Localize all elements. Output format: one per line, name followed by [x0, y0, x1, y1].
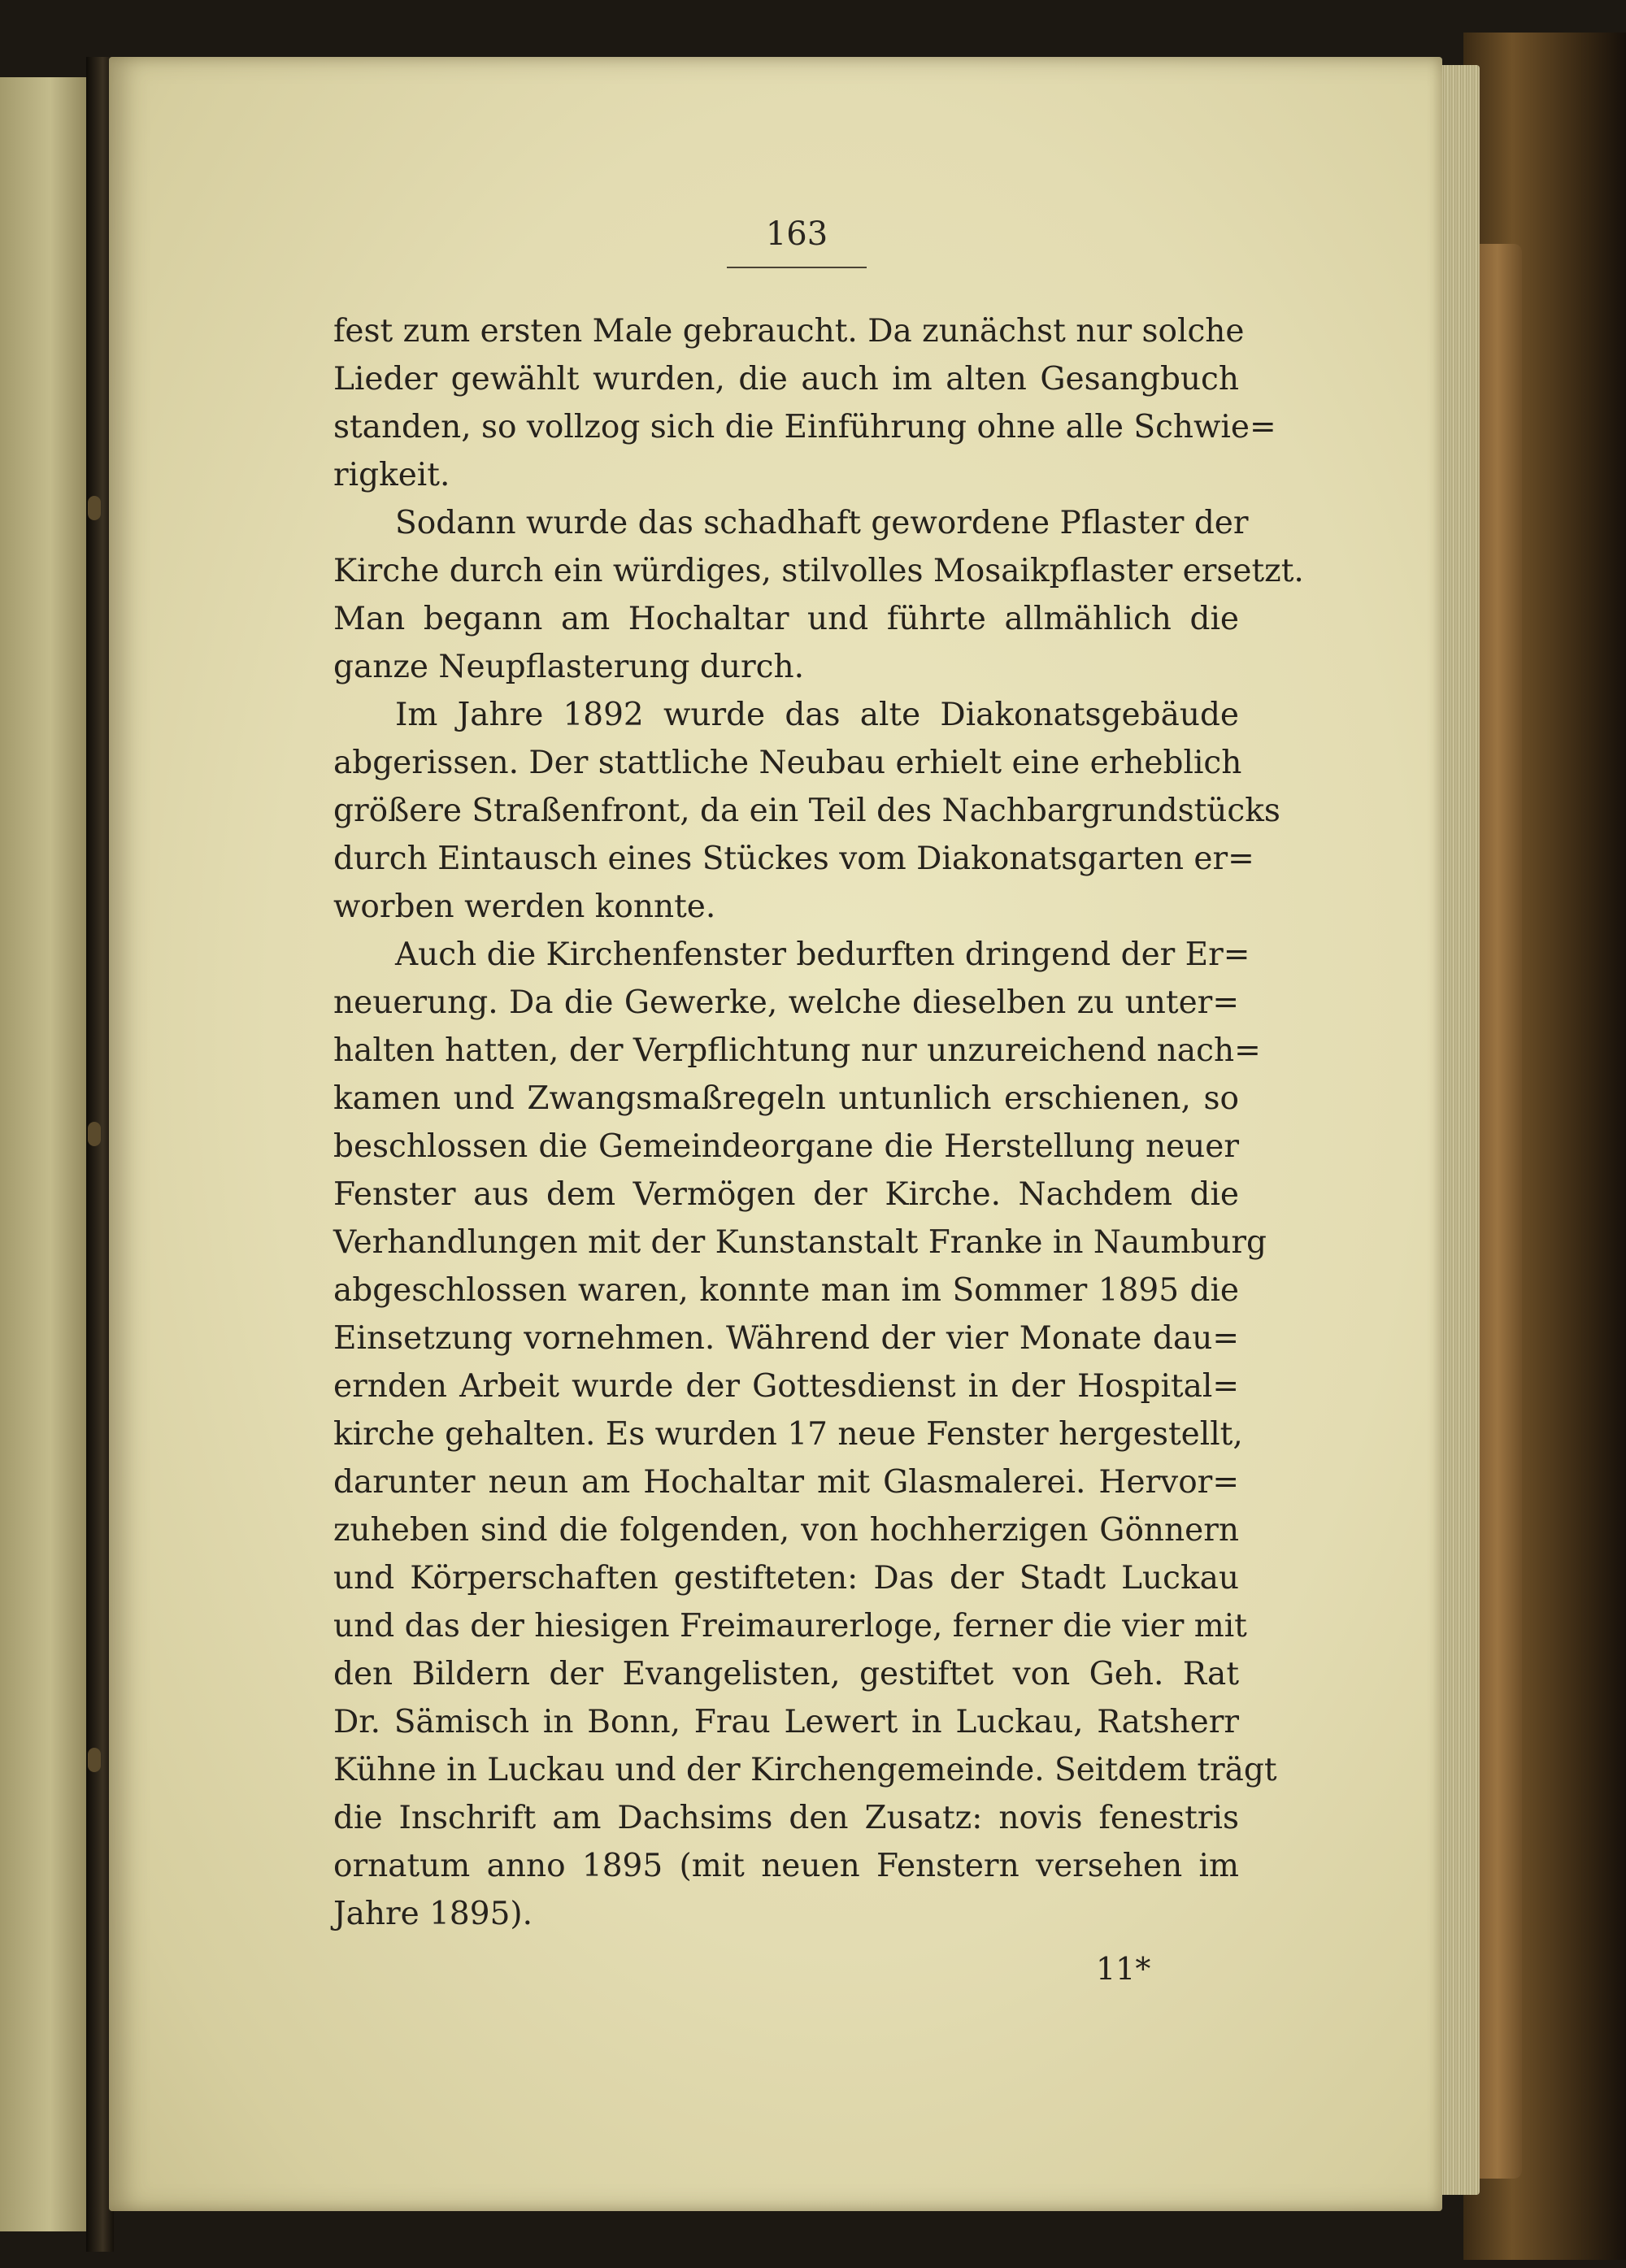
binding-stitch: [88, 1122, 101, 1146]
text-line: und das der hiesigen Freimaurerloge, ferner die vier mit: [333, 1608, 1247, 1645]
page-number-rule: [727, 267, 867, 268]
text-line: kirche gehalten. Es wurden 17 neue Fenster hergestellt,: [333, 1416, 1243, 1453]
text-line: rigkeit.: [333, 457, 450, 493]
text-line: ganze Neupflasterung durch.: [333, 649, 805, 685]
body-text: [333, 307, 1304, 1938]
text-line: beschlossen die Gemeindeorgane die Herstellung neuer: [333, 1128, 1239, 1165]
page-number: 163: [765, 215, 828, 253]
text-line: Sodann wurde das schadhaft gewordene Pflaster der: [395, 505, 1249, 541]
text-line: Im Jahre 1892 wurde das alte Diakonatsgebäude: [395, 697, 1239, 733]
text-line: zuheben sind die folgenden, von hochherzigen Gönnern: [333, 1512, 1239, 1549]
facing-page-edge: [0, 77, 91, 2231]
text-line: ornatum anno 1895 (mit neuen Fenstern versehen im: [333, 1848, 1239, 1884]
text-line: abgerissen. Der stattliche Neubau erhielt eine erheblich: [333, 745, 1242, 781]
binding-stitch: [88, 496, 101, 520]
text-line: Fenster aus dem Vermögen der Kirche. Nachdem die: [333, 1176, 1239, 1213]
text-line: Einsetzung vornehmen. Während der vier Monate dau=: [333, 1320, 1239, 1357]
text-line: abgeschlossen waren, konnte man im Sommer 1895 die: [333, 1272, 1239, 1309]
book-cover-edge: [1473, 244, 1522, 2179]
text-line: Man begann am Hochaltar und führte allmählich die: [333, 601, 1239, 637]
text-line: Jahre 1895).: [333, 1896, 533, 1932]
text-line: Kirche durch ein würdiges, stilvolles Mosaikpflaster ersetzt.: [333, 553, 1304, 589]
text-line: fest zum ersten Male gebraucht. Da zunächst nur solche: [333, 313, 1245, 350]
text-line: Lieder gewählt wurden, die auch im alten Gesangbuch: [333, 361, 1239, 398]
text-line: ernden Arbeit wurde der Gottesdienst in der Hospital=: [333, 1368, 1239, 1405]
text-line: und Körperschaften gestifteten: Das der Stadt Luckau: [333, 1560, 1239, 1597]
text-line: Verhandlungen mit der Kunstanstalt Franke in Naumburg: [333, 1224, 1267, 1261]
text-line: die Inschrift am Dachsims den Zusatz: novis fenestris: [333, 1800, 1239, 1836]
binding-stitch: [88, 1748, 101, 1772]
text-line: neuerung. Da die Gewerke, welche dieselben zu unter=: [333, 984, 1239, 1021]
text-line: durch Eintausch eines Stückes vom Diakonatsgarten er=: [333, 841, 1254, 877]
text-line: halten hatten, der Verpflichtung nur unzureichend nach=: [333, 1032, 1261, 1069]
text-line: den Bildern der Evangelisten, gestiftet von Geh. Rat: [333, 1656, 1239, 1692]
text-line: darunter neun am Hochaltar mit Glasmalerei. Hervor=: [333, 1464, 1239, 1501]
text-line: größere Straßenfront, da ein Teil des Nachbargrundstücks: [333, 793, 1280, 829]
text-line: Auch die Kirchenfenster bedurften dringend der Er=: [395, 936, 1250, 973]
text-line: Dr. Sämisch in Bonn, Frau Lewert in Luckau, Ratsherr: [333, 1704, 1239, 1740]
text-line: Kühne in Luckau und der Kirchengemeinde. Seitdem trägt: [333, 1752, 1277, 1788]
text-line: worben werden konnte.: [333, 889, 716, 925]
signature-mark: 11*: [1096, 1951, 1151, 1987]
text-line: kamen und Zwangsmaßregeln untunlich erschienen, so: [333, 1080, 1239, 1117]
text-line: standen, so vollzog sich die Einführung ohne alle Schwie=: [333, 409, 1276, 445]
